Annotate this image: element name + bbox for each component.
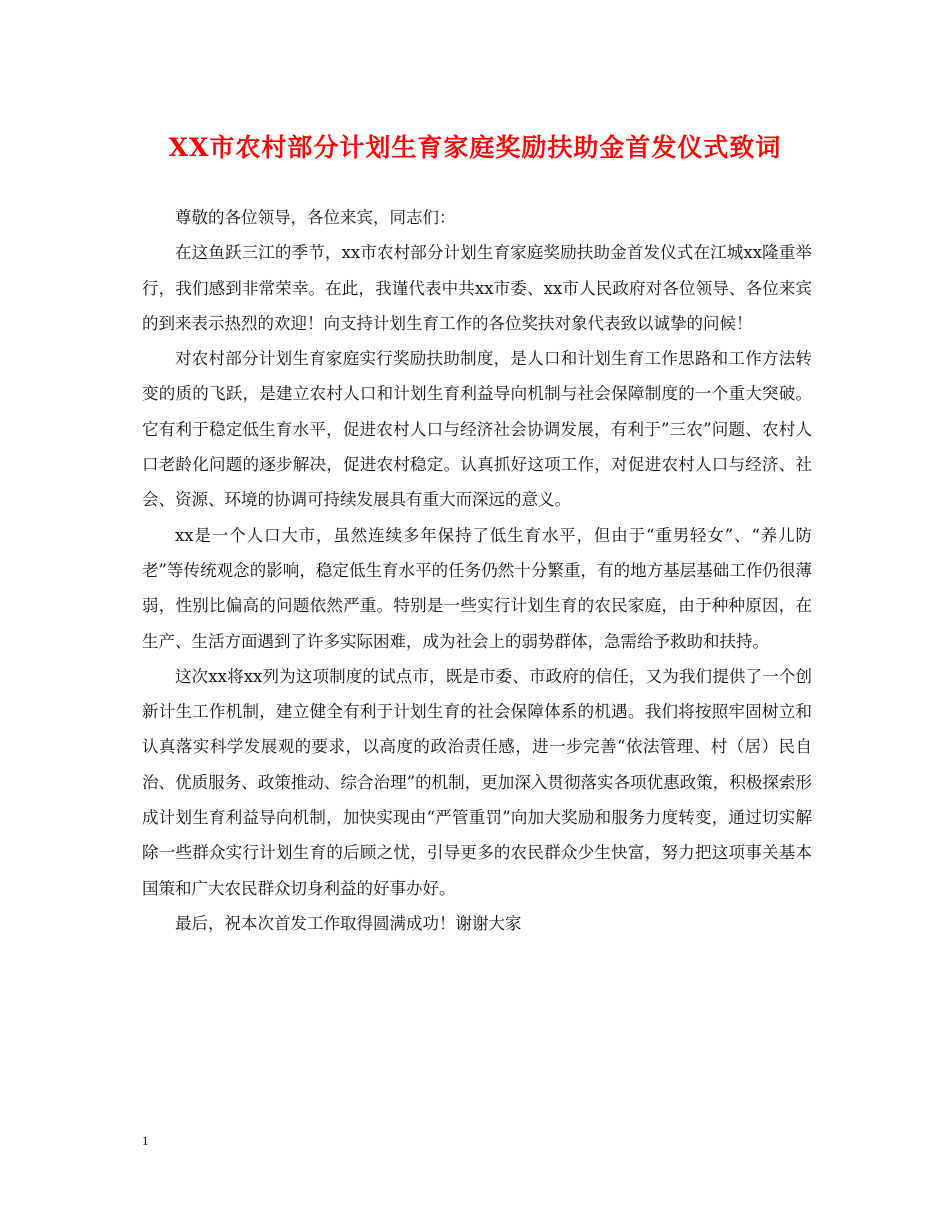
significance-paragraph: 对农村部分计划生育家庭实行奖励扶助制度，是人口和计划生育工作思路和工作方法转变的质的飞跃，是建立农村人口和计划生育利益导向机制与社会保障制度的一个重大突破。它有利于稳定低生育水平，促进农村人口与经济社会协调发展，有利于”三农”问题、农村人口老龄化问题的逐步解决，促进农村稳定。认真抓好这项工作，对促进农村人口与经济、社会、资源、环境的协调可持续发展具有重大而深远的意义。	[142, 349, 812, 510]
welcome-paragraph: 在这鱼跃三江的季节，xx市农村部分计划生育家庭奖励扶助金首发仪式在江城xx隆重举行，我们感到非常荣幸。在此，我谨代表中共xx市委、xx市人民政府对各位领导、各位来宾的到来表示热烈的欢迎！向支持计划生育工作的各位奖扶对象代表致以诚挚的问候！	[142, 243, 812, 333]
document-title: XX市农村部分计划生育家庭奖励扶助金首发仪式致词	[168, 133, 782, 162]
page-number: 1	[142, 1133, 149, 1148]
commitment-paragraph: 这次xx将xx列为这项制度的试点市，既是市委、市政府的信任，又为我们提供了一个创新计生工作机制，建立健全有利于计划生育的社会保障体系的机遇。我们将按照牢固树立和认真落实科学发展观的要求，以高度的政治责任感，进一步完善“依法管理、村（居）民自治、优质服务、政策推动、综合治理”的机制，更加深入贯彻落实各项优惠政策，积极探索形成计划生育利益导向机制，加快实现由“严管重罚”向加大奖励和服务力度转变，通过切实解除一些群众实行计划生育的后顾之忧，引导更多的农民群众少生快富，努力把这项事关基本国策和广大农民群众切身利益的好事办好。	[142, 666, 812, 898]
salutation-paragraph: 尊敬的各位领导，各位来宾，同志们：	[175, 208, 456, 227]
situation-paragraph: xx是一个人口大市，虽然连续多年保持了低生育水平，但由于“重男轻女”、“养儿防老”等传统观念的影响，稳定低生育水平的任务仍然十分繁重，有的地方基层基础工作仍很薄弱，性别比偏高的问题依然严重。特别是一些实行计划生育的农民家庭，由于种种原因，在生产、生活方面遇到了许多实际困难，成为社会上的弱势群体，急需给予救助和扶持。	[142, 525, 812, 651]
closing-paragraph: 最后，祝本次首发工作取得圆满成功！谢谢大家	[175, 913, 522, 933]
document-body	[142, 200, 812, 941]
